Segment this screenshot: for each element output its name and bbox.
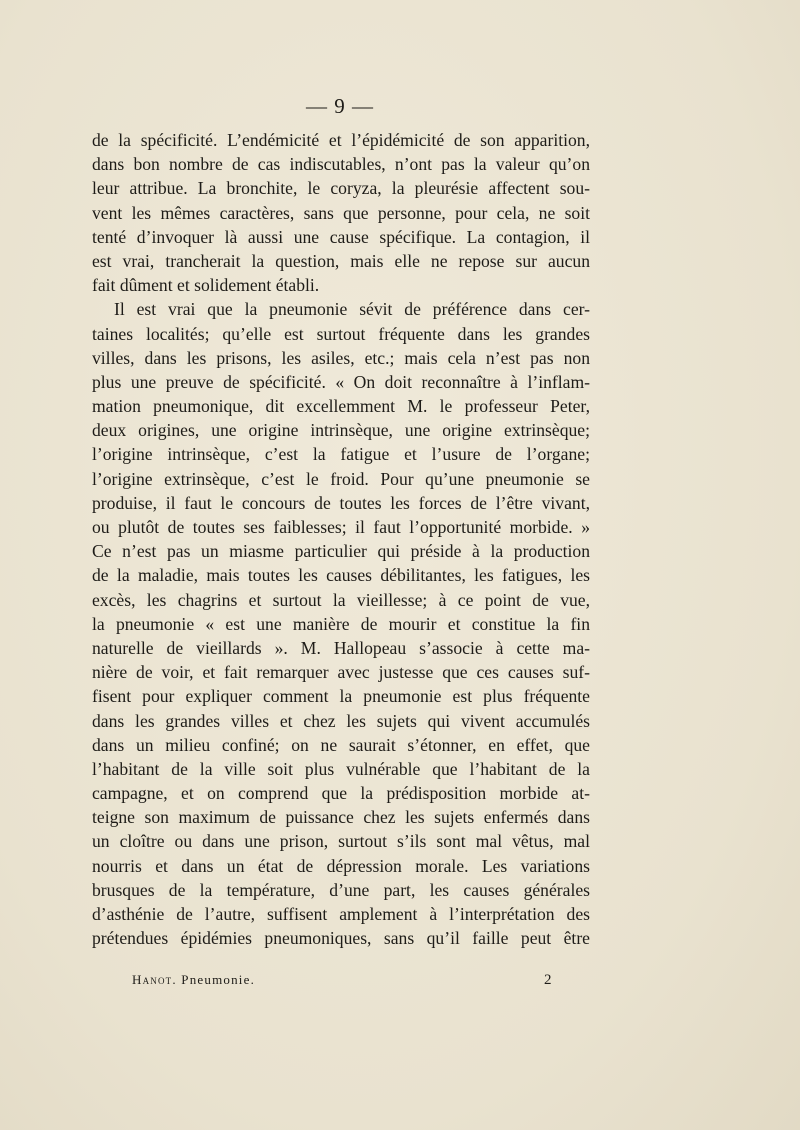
text-line: taines localités; qu’elle est surtout fréquente dans les grandes [92,323,590,344]
text-line: l’origine extrinsèque, c’est le froid. Pour qu’une pneumonie se [92,468,590,489]
text-line: produise, il faut le concours de toutes les forces de l’être vivant, [92,492,590,513]
text-line: nière de voir, et fait remarquer avec justesse que ces causes suf- [92,662,590,683]
body-text [92,128,590,950]
page-number: — 9 — [306,94,374,118]
text-line: la pneumonie « est une manière de mourir et constitue la fin [92,613,590,634]
text-line: dans les grandes villes et chez les sujets qui vivent accumulés [92,710,590,731]
text-line: un cloître ou dans une prison, surtout s’ils sont mal vêtus, mal [92,831,590,852]
text-line: Ce n’est pas un miasme particulier qui préside à la production [92,541,590,562]
footer-title: . Pneumonie. [172,972,256,987]
text-line: l’origine intrinsèque, c’est la fatigue et l’usure de l’organe; [92,444,590,465]
text-line: excès, les chagrins et surtout la vieillesse; à ce point de vue, [92,589,590,610]
text-line: brusques de la température, d’une part, les causes générales [92,879,590,900]
signature-mark: 2 [544,972,552,988]
text-line: prétendues épidémies pneumoniques, sans qu’il faille peut être [92,928,590,949]
text-line: de la maladie, mais toutes les causes débilitantes, les fatigues, les [92,565,590,586]
text-line: est vrai, trancherait la question, mais elle ne repose sur aucun [92,250,590,271]
text-line: leur attribue. La bronchite, le coryza, la pleurésie affectent sou- [92,178,590,199]
text-line: d’asthénie de l’autre, suffisent amplement à l’interprétation des [92,904,590,924]
text-line: Il est vrai que la pneumonie sévit de préférence dans cer- [114,299,590,320]
text-line: teigne son maximum de puissance chez les sujets enfermés dans [92,807,590,828]
text-line: l’habitant de la ville soit plus vulnérable que l’habitant de la [92,758,590,779]
text-line: campagne, et on comprend que la prédisposition morbide at- [92,783,590,804]
running-footer [132,972,552,988]
text-line: deux origines, une origine intrinsèque, une origine extrinsèque; [92,420,590,441]
text-line: vent les mêmes caractères, sans que personne, pour cela, ne soit [92,202,590,223]
text-line: dans bon nombre de cas indiscutables, n’ont pas la valeur qu’on [92,154,590,175]
footer-author: Hanot [132,972,173,987]
text-line: fisent pour expliquer comment la pneumonie est plus fréquente [92,686,590,707]
text-line: plus une preuve de spécificité. « On doit reconnaître à l’inflam- [92,371,590,392]
text-line: tenté d’invoquer là aussi une cause spécifique. La contagion, il [92,226,590,247]
text-line: ou plutôt de toutes ses faiblesses; il faut l’opportunité morbide. » [92,517,590,537]
text-line: dans un milieu confiné; on ne saurait s’étonner, en effet, que [92,734,590,755]
text-line: fait dûment et solidement établi. [92,275,320,296]
text-line: naturelle de vieillards ». M. Hallopeau s’associe à cette ma- [92,637,590,658]
text-line: mation pneumonique, dit excellemment M. le professeur Peter, [92,396,590,417]
text-line: de la spécificité. L’endémicité et l’épidémicité de son apparition, [92,130,590,150]
text-line: villes, dans les prisons, les asiles, etc.; mais cela n’est pas non [92,347,590,368]
text-line: nourris et dans un état de dépression morale. Les variations [92,855,590,876]
